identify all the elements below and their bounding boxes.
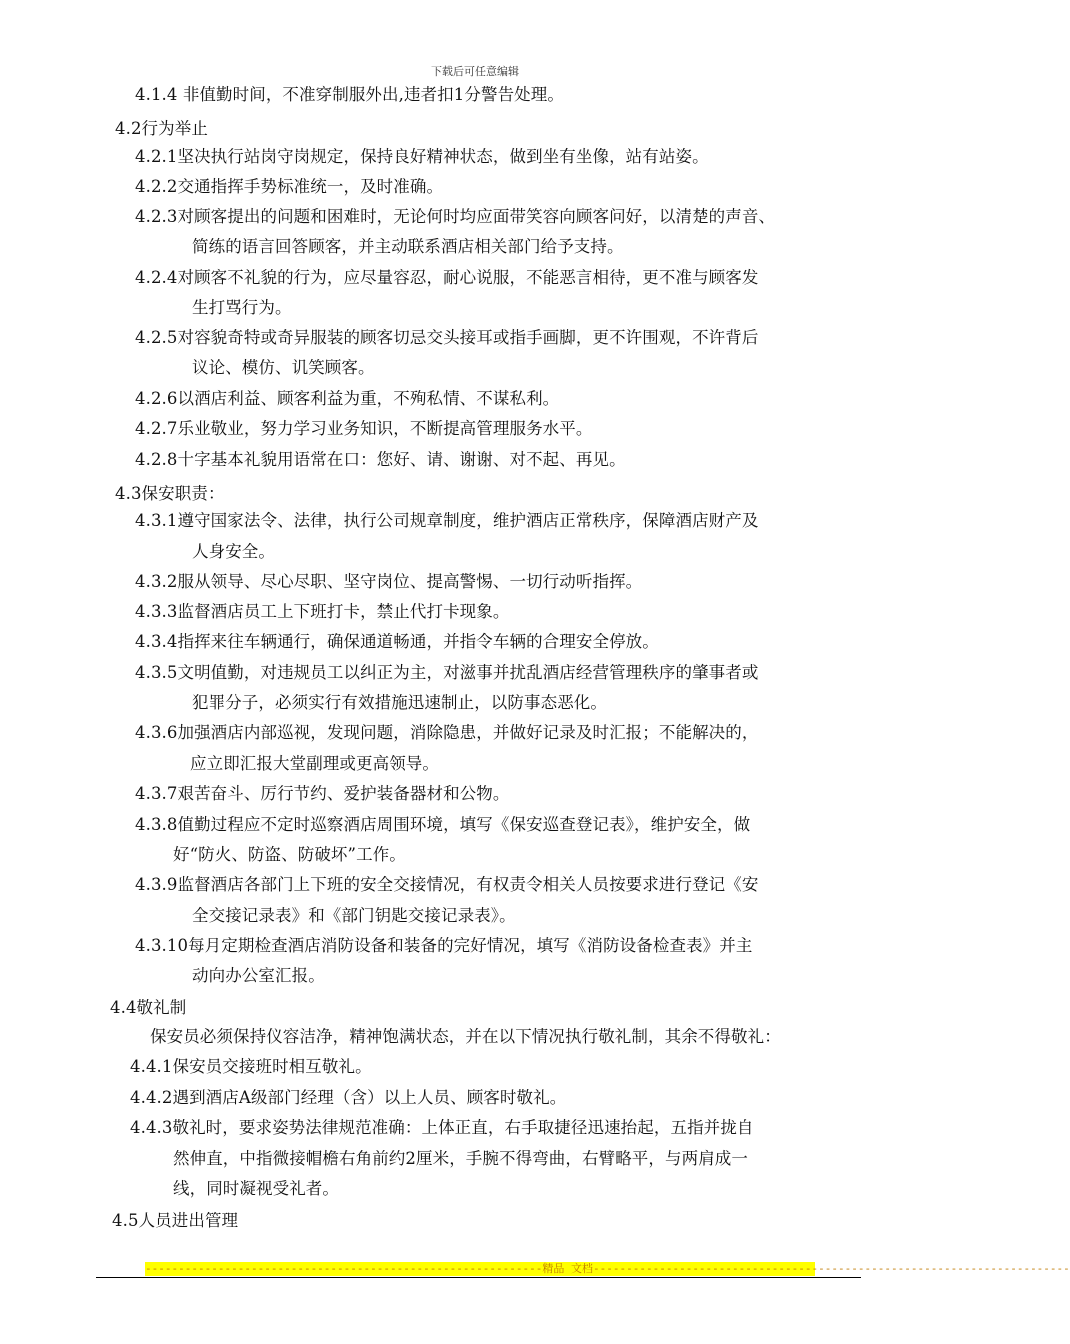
clause-4-4-3-cont-2: 线，同时凝视受礼者。 (173, 1179, 339, 1198)
clause-4-3-3: 4.3.3监督酒店员工上下班打卡，禁止代打卡现象。 (135, 602, 510, 621)
clause-4-2-6: 4.2.6以酒店利益、顾客利益为重，不殉私情、不谋私利。 (135, 389, 560, 408)
clause-4-3-6: 4.3.6加强酒店内部巡视，发现问题，消除隐患，并做好记录及时汇报；不能解决的， (135, 723, 759, 742)
clause-4-2-8: 4.2.8十字基本礼貌用语常在口：您好、请、谢谢、对不起、再见。 (135, 450, 626, 469)
clause-4-3-1-cont: 人身安全。 (192, 542, 275, 561)
clause-4-3-9-cont: 全交接记录表》和《部门钥匙交接记录表》。 (192, 906, 516, 925)
clause-4-2-2: 4.2.2交通指挥手势标准统一，及时准确。 (135, 177, 444, 196)
clause-4-2-3: 4.2.3对顾客提出的问题和困难时，无论何时均应面带笑容向顾客问好，以清楚的声音、 (135, 207, 776, 226)
clause-4-2-5-cont: 议论、模仿、讥笑顾客。 (192, 358, 375, 377)
section-4-5-heading: 4.5人员进出管理 (112, 1211, 239, 1230)
clause-4-3-7: 4.3.7艰苦奋斗、厉行节约、爱护装备器材和公物。 (135, 784, 510, 803)
clause-4-3-5: 4.3.5文明值勤，对违规员工以纠正为主，对滋事并扰乱酒店经营管理秩序的肇事者或 (135, 663, 759, 682)
footer-rule (96, 1277, 861, 1278)
clause-4-1-4: 4.1.4 非值勤时间，不准穿制服外出,违者扣1分警告处理。 (135, 85, 564, 104)
clause-4-2-5: 4.2.5对容貌奇特或奇异服装的顾客切忌交头接耳或指手画脚，更不许围观，不许背后 (135, 328, 759, 347)
clause-4-3-10: 4.3.10每月定期检查酒店消防设备和装备的完好情况，填写《消防设备检查表》并主 (135, 936, 753, 955)
clause-4-3-5-cont: 犯罪分子，必须实行有效措施迅速制止，以防事态恶化。 (192, 693, 607, 712)
clause-4-2-3-cont: 简练的语言回答顾客，并主动联系酒店相关部门给予支持。 (192, 237, 624, 256)
section-4-4-intro: 保安员必须保持仪容洁净，精神饱满状态，并在以下情况执行敬礼制，其余不得敬礼： (150, 1027, 781, 1046)
footer-banner: ------------------------------------------------------------精品 文档------------------------------------------------------------------------ (145, 1262, 1070, 1275)
clause-4-4-3: 4.4.3敬礼时，要求姿势法律规范准确：上体正直，右手取捷径迅速抬起，五指并拢自 (130, 1118, 754, 1137)
clause-4-3-9: 4.3.9监督酒店各部门上下班的安全交接情况，有权责令相关人员按要求进行登记《安 (135, 875, 759, 894)
clause-4-4-2: 4.4.2遇到酒店A级部门经理（含）以上人员、顾客时敬礼。 (130, 1088, 567, 1107)
section-4-4-heading: 4.4敬礼制 (110, 998, 187, 1017)
clause-4-4-1: 4.4.1保安员交接班时相互敬礼。 (130, 1057, 372, 1076)
section-4-3-heading: 4.3保安职责： (115, 484, 225, 503)
clause-4-3-8-cont: 好“防火、防盗、防破坏”工作。 (173, 845, 406, 864)
header-note: 下载后可任意编辑 (431, 65, 519, 78)
clause-4-3-10-cont: 动向办公室汇报。 (192, 966, 325, 985)
clause-4-3-8: 4.3.8值勤过程应不定时巡察酒店周围环境，填写《保安巡查登记表》，维护安全，做 (135, 815, 751, 834)
clause-4-2-7: 4.2.7乐业敬业，努力学习业务知识，不断提高管理服务水平。 (135, 419, 593, 438)
clause-4-3-2: 4.3.2服从领导、尽心尽职、坚守岗位、提高警惕、一切行动听指挥。 (135, 572, 643, 591)
clause-4-3-6-cont: 应立即汇报大堂副理或更高领导。 (190, 754, 439, 773)
clause-4-2-4-cont: 生打骂行为。 (192, 298, 292, 317)
clause-4-2-4: 4.2.4对顾客不礼貌的行为，应尽量容忍，耐心说服，不能恶言相待，更不准与顾客发 (135, 268, 759, 287)
clause-4-3-1: 4.3.1遵守国家法令、法律，执行公司规章制度，维护酒店正常秩序，保障酒店财产及 (135, 511, 759, 530)
section-4-2-heading: 4.2行为举止 (115, 119, 208, 138)
clause-4-4-3-cont-1: 然伸直，中指微接帽檐右角前约2厘米，手腕不得弯曲，右臂略平，与两肩成一 (173, 1149, 748, 1168)
clause-4-2-1: 4.2.1坚决执行站岗守岗规定，保持良好精神状态，做到坐有坐像，站有站姿。 (135, 147, 709, 166)
clause-4-3-4: 4.3.4指挥来往车辆通行，确保通道畅通，并指令车辆的合理安全停放。 (135, 632, 659, 651)
